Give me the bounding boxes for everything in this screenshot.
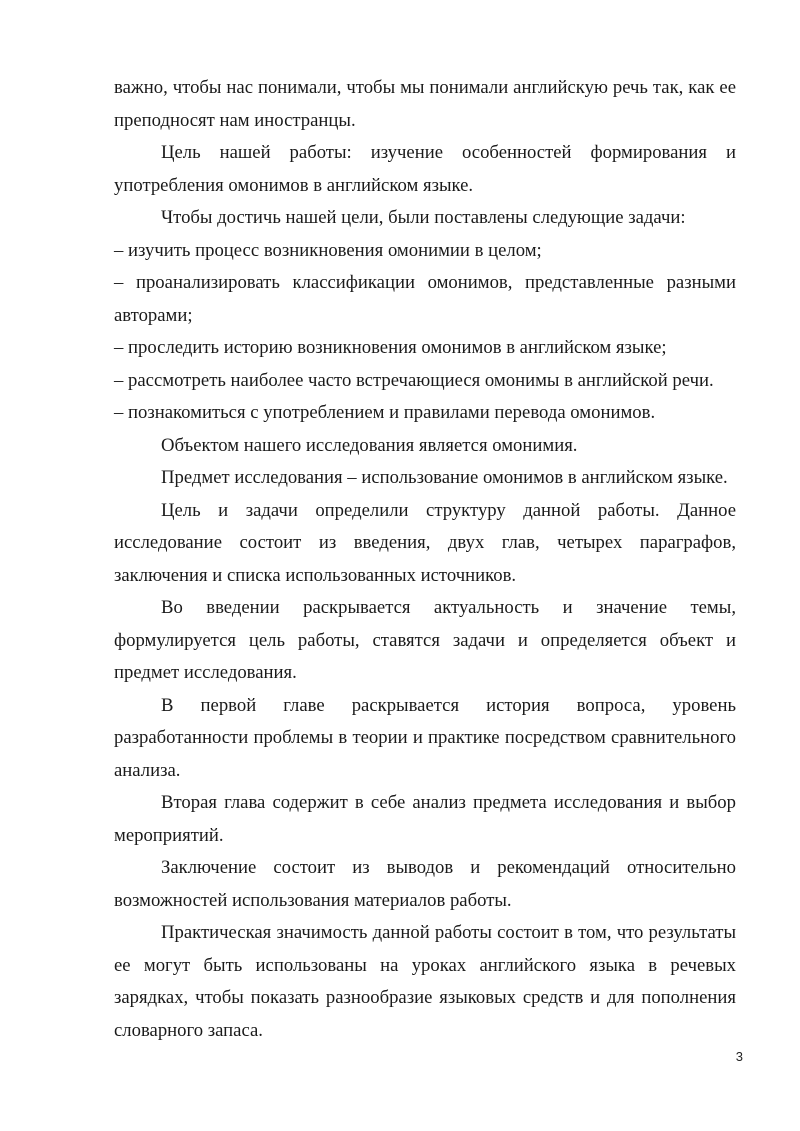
paragraph-goal: Цель нашей работы: изучение особенностей формирования и употребления омонимов в английском языке.: [114, 142, 736, 196]
page-number: 3: [735, 1049, 743, 1064]
paragraph-chapter-1-summary: В первой главе раскрывается история вопроса, уровень разработанности проблемы в теории и практике посредством сравнительного анализа.: [114, 694, 736, 781]
document-body: [114, 72, 736, 1047]
task-item-3: – проследить историю возникновения омонимов в английском языке;: [114, 337, 667, 358]
paragraph-tasks-intro: Чтобы достичь нашей цели, были поставлены следующие задачи:: [161, 207, 686, 228]
paragraph-object: Объектом нашего исследования является омонимия.: [161, 434, 578, 456]
paragraph-structure: Цель и задачи определили структуру данной работы. Данное исследование состоит из введения, двух глав, четырех параграфов, заключения и списка использованных источников.: [114, 499, 736, 586]
paragraph-conclusion-summary: Заключение состоит из выводов и рекомендаций относительно возможностей использования материалов работы.: [114, 857, 736, 911]
task-item-4: – рассмотреть наиболее часто встречающиеся омонимы в английской речи.: [114, 369, 714, 391]
paragraph-chapter-2-summary: Вторая глава содержит в себе анализ предмета исследования и выбор мероприятий.: [114, 792, 736, 846]
paragraph-introduction-summary: Во введении раскрывается актуальность и значение темы, формулируется цель работы, ставятся задачи и определяется объект и предмет исследования.: [114, 597, 736, 683]
task-item-5: – познакомиться с употреблением и правилами перевода омонимов.: [114, 402, 656, 423]
paragraph-practical-significance: Практическая значимость данной работы состоит в том, что результаты ее могут быть использованы на уроках английского языка в речевых зарядках, чтобы показать разнообразие языковых средств и для пополнения словарного запаса.: [114, 922, 736, 1041]
task-item-1: – изучить процесс возникновения омонимии в целом;: [114, 239, 542, 261]
paragraph-intro-continuation: важно, чтобы нас понимали, чтобы мы понимали английскую речь так, как ее преподносят нам иностранцы.: [114, 77, 736, 131]
task-item-2: – проанализировать классификации омонимов, представленные разными авторами;: [114, 272, 736, 326]
paragraph-subject: Предмет исследования – использование омонимов в английском языке.: [161, 467, 728, 488]
